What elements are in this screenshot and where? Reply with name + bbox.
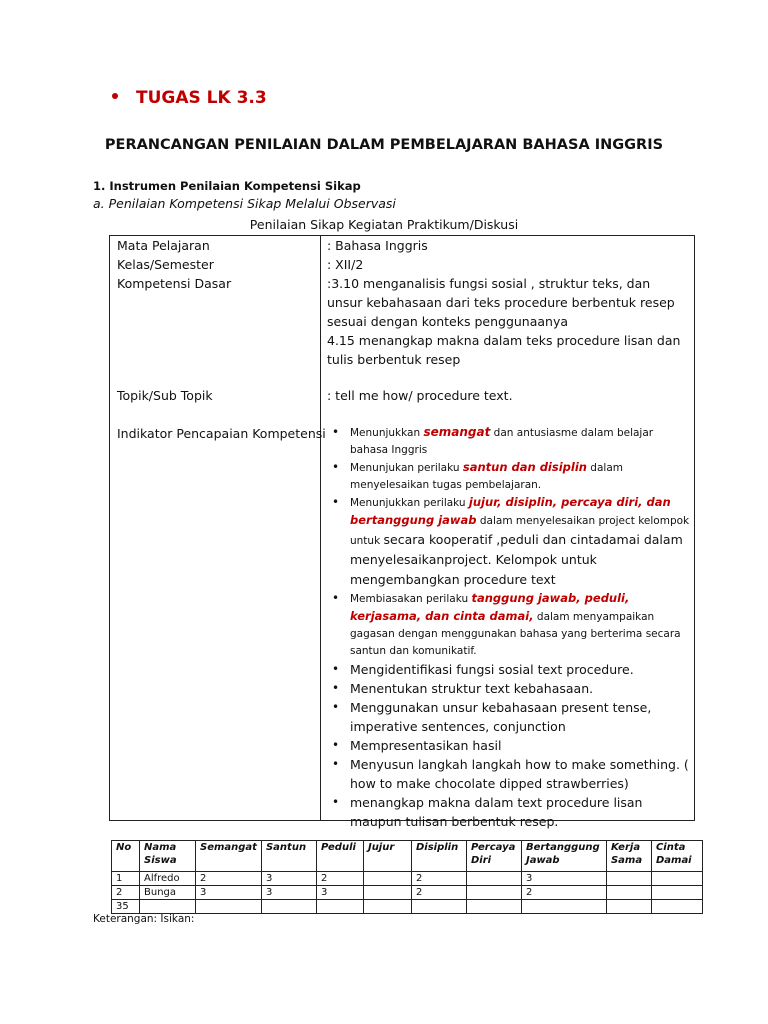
indicator-item: • Menunjukan perilaku santun dan disiplin dalam menyelesaikan tugas pembelajaran. — [332, 459, 690, 494]
cell — [261, 900, 316, 914]
cell — [316, 900, 363, 914]
indicator-item: • Menunjukkan semangat dan antusiasme dalam belajar bahasa Inggris — [332, 424, 690, 459]
cell: 3 — [261, 872, 316, 886]
col-kerja-sama: Kerja Sama — [606, 841, 651, 872]
cell — [466, 900, 521, 914]
indicator-item: • Menentukan struktur text kebahasaan. — [332, 679, 690, 698]
topik-value: : tell me how/ procedure text. — [327, 388, 513, 403]
cell: 3 — [521, 872, 606, 886]
col-semangat: Semangat — [196, 841, 262, 872]
col-percaya-diri: Percaya Diri — [466, 841, 521, 872]
info-table — [109, 235, 695, 829]
kelas-label: Kelas/Semester — [117, 257, 214, 272]
cell: 35 — [112, 900, 140, 914]
document-title: PERANCANGAN PENILAIAN DALAM PEMBELAJARAN BAHASA INGGRIS — [104, 137, 664, 153]
cell: 3 — [316, 886, 363, 900]
col-santun: Santun — [261, 841, 316, 872]
kd-value-2: 4.15 menangkap makna dalam teks procedure lisan dan tulis berbentuk resep — [327, 333, 681, 367]
col-disiplin: Disiplin — [411, 841, 466, 872]
table-divider — [320, 236, 321, 820]
indicator-item: • Mempresentasikan hasil — [332, 736, 690, 755]
cell: 2 — [316, 872, 363, 886]
cell: Bunga — [140, 886, 196, 900]
cell: 2 — [411, 886, 466, 900]
indicator-item: • Menyusun langkah langkah how to make something. ( how to make chocolate dipped strawberries) — [332, 755, 690, 793]
cell — [466, 872, 521, 886]
topik-label: Topik/Sub Topik — [117, 388, 213, 403]
table-row — [112, 886, 703, 900]
kd-value-1: :3.10 menganalisis fungsi sosial , struktur teks, dan unsur kebahasaan dari teks procedure berbentuk resep sesuai dengan konteks penggunaanya — [327, 276, 675, 329]
cell — [466, 886, 521, 900]
col-peduli: Peduli — [316, 841, 363, 872]
indicator-list — [332, 424, 690, 831]
kd-label: Kompetensi Dasar — [117, 276, 232, 291]
cell: 3 — [196, 886, 262, 900]
cell: 3 — [261, 886, 316, 900]
cell: 2 — [411, 872, 466, 886]
col-no: No — [112, 841, 140, 872]
section-heading: 1. Instrumen Penilaian Kompetensi Sikap — [93, 179, 361, 193]
score-table-header — [112, 841, 703, 872]
table-row — [112, 900, 703, 914]
indicator-item: • Menunjukkan perilaku jujur, disiplin, percaya diri, dan bertanggung jawab dalam menyelesaikan project kelompok untuk secara kooperatif ,peduli dan cintadamai dalam menyelesaikanproject. Kelompok untuk mengembangkan procedure text — [332, 494, 690, 590]
cell — [651, 872, 702, 886]
cell — [363, 900, 411, 914]
indicator-item: • Mengidentifikasi fungsi sosial text procedure. — [332, 660, 690, 679]
cell — [606, 900, 651, 914]
task-title — [112, 88, 267, 108]
cell — [651, 900, 702, 914]
indikator-label: Indikator Pencapaian Kompetensi — [117, 426, 326, 441]
cell — [363, 872, 411, 886]
mata-pelajaran-value: : Bahasa Inggris — [327, 238, 428, 253]
sub-heading: a. Penilaian Kompetensi Sikap Melalui Observasi — [93, 196, 396, 211]
col-bertanggung-jawab: Bertanggung Jawab — [521, 841, 606, 872]
cell — [521, 900, 606, 914]
col-nama-siswa: Nama Siswa — [140, 841, 196, 872]
table-caption: Penilaian Sikap Kegiatan Praktikum/Diskusi — [249, 217, 519, 232]
cell — [606, 872, 651, 886]
col-jujur: Jujur — [363, 841, 411, 872]
cell — [651, 886, 702, 900]
cell — [140, 900, 196, 914]
indicator-item: • Menggunakan unsur kebahasaan present tense, imperative sentences, conjunction — [332, 698, 690, 736]
cell: 2 — [521, 886, 606, 900]
cell — [411, 900, 466, 914]
cell: 2 — [112, 886, 140, 900]
cell: Alfredo — [140, 872, 196, 886]
cell — [606, 886, 651, 900]
table-row — [112, 872, 703, 886]
indicator-item: • menangkap makna dalam text procedure lisan maupun tulisan berbentuk resep. — [332, 793, 690, 831]
col-cinta-damai: Cinta Damai — [651, 841, 702, 872]
score-table — [111, 840, 703, 914]
indicator-item: • Membiasakan perilaku tanggung jawab, peduli, kerjasama, dan cinta damai, dalam menyampaikan gagasan dengan menggunakan bahasa yang berterima secara santun dan komunikatif. — [332, 590, 690, 660]
note-text: Keterangan: Isikan: — [93, 913, 195, 925]
cell — [196, 900, 262, 914]
cell: 2 — [196, 872, 262, 886]
cell — [363, 886, 411, 900]
task-title-text: TUGAS LK 3.3 — [136, 88, 267, 108]
bullet-icon — [112, 93, 118, 99]
mata-pelajaran-label: Mata Pelajaran — [117, 238, 210, 253]
cell: 1 — [112, 872, 140, 886]
kelas-value: : XII/2 — [327, 257, 364, 272]
